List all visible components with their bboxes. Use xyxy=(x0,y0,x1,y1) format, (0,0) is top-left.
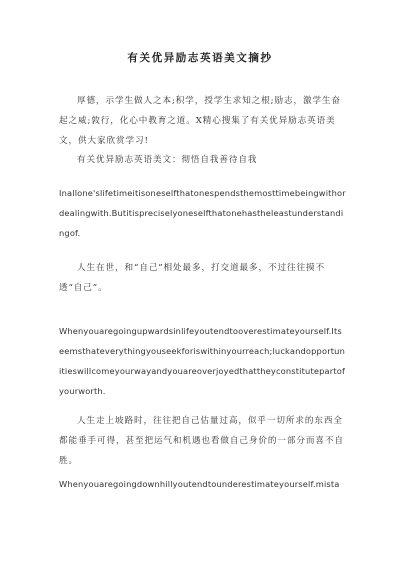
lead-line: 有关优异励志英语美文：彻悟自我善待自我 xyxy=(77,155,258,165)
chinese-paragraph-2: 人生走上坡路时，往往把自己估量过高，似乎一切所求的东西全都能垂手可得，甚至把运气和机遇也看做自己身价的一部分而喜不自胜。 xyxy=(59,416,344,466)
english-paragraph-3: Whenyouaregoingdownhillyoutendtounderestimateyourself.mista xyxy=(59,479,340,489)
chinese-paragraph-1: 人生在世，和“自己”相处最多，打交道最多，不过往往摸不透“自己”。 xyxy=(59,263,325,293)
english-paragraph-2: Whenyouaregoingupwardsinlifeyoutendtooverestimateyourself.Itseemsthateverythingyouseekforiswithinyourreach;luckandopportunitieswillcomeyourwayandyouareoverjoyedthattheyconstitutepartofyourworth. xyxy=(59,326,346,396)
english-paragraph-1: Inallone'slifetimeitisoneselfthatonespendsthemosttimebeingwithordealingwith.Butitispreciselyoneselfthatonehastheleastunderstandingof. xyxy=(59,188,346,238)
intro-paragraph: 厚德，示学生做人之本;积学，授学生求知之根;励志，激学生奋起之威;敦行，化心中教育之道。X精心搜集了有关优异励志英语美文，供大家欣赏学习! xyxy=(59,96,341,146)
document-title: 有关优异励志英语美文摘抄 xyxy=(127,52,273,64)
